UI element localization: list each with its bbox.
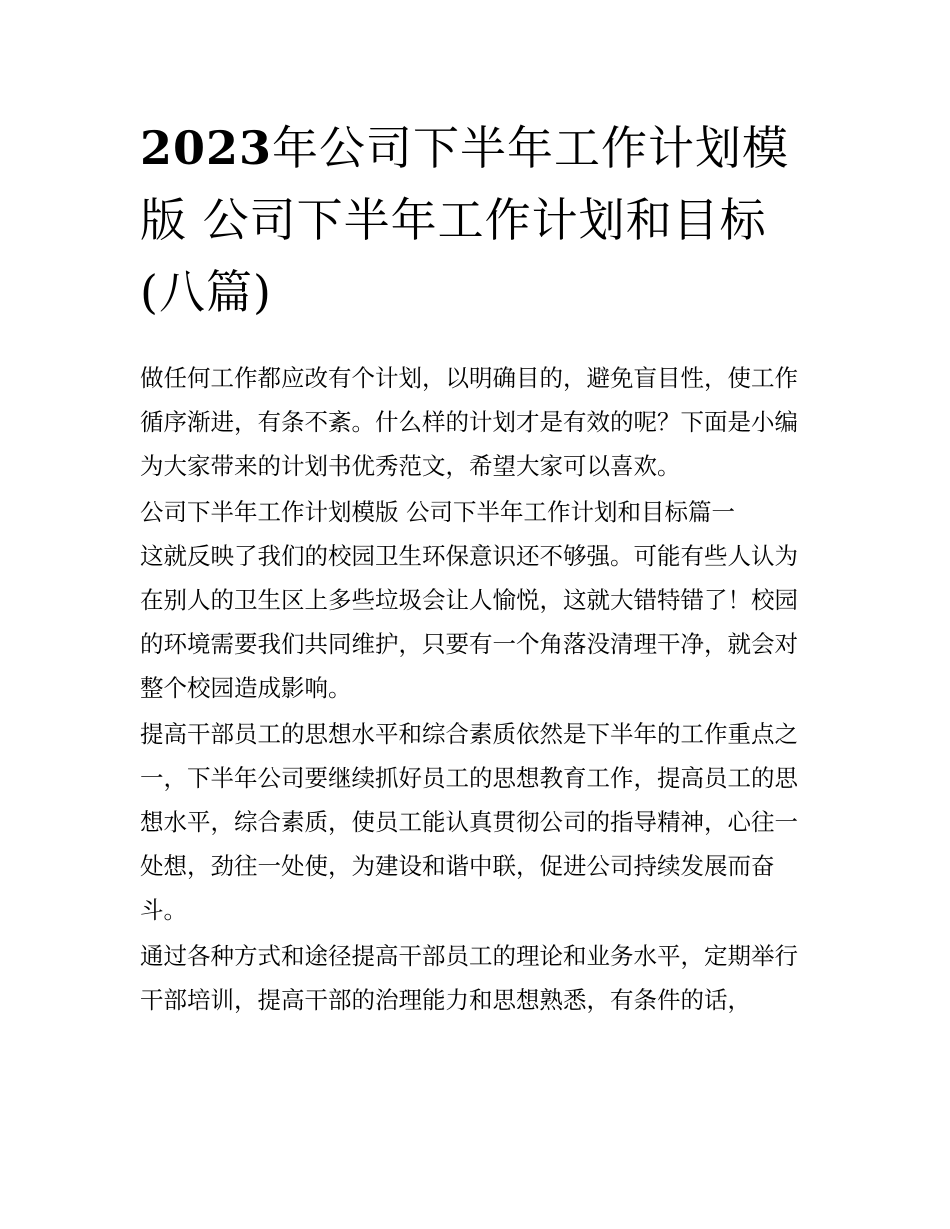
document-title — [140, 112, 820, 328]
title-text: 年公司下半年工作计划模版 公司下半年工作计划和目标(八篇) — [140, 121, 790, 319]
body-paragraph: 这就反映了我们的校园卫生环保意识还不够强。可能有些人认为在别人的卫生区上多些垃圾会让人愉悦，这就大错特错了！校园的环境需要我们共同维护，只要有一个角落没清理干净，就会对整个校园造成影响。 — [140, 542, 798, 702]
document-body — [140, 356, 820, 1022]
body-paragraph: 提高干部员工的思想水平和综合素质依然是下半年的工作重点之一，下半年公司要继续抓好员工的思想教育工作，提高员工的思想水平，综合素质，使员工能认真贯彻公司的指导精神，心往一处想，劲往一处使，为建设和谐中联，促进公司持续发展而奋斗。 — [140, 720, 798, 924]
section-heading: 公司下半年工作计划模版 公司下半年工作计划和目标篇一 — [140, 498, 735, 526]
intro-paragraph: 做任何工作都应改有个计划，以明确目的，避免盲目性，使工作循序渐进，有条不紊。什么样的计划才是有效的呢？下面是小编为大家带来的计划书优秀范文，希望大家可以喜欢。 — [140, 364, 798, 480]
body-paragraph: 通过各种方式和途径提高干部员工的理论和业务水平，定期举行干部培训，提高干部的治理能力和思想熟悉，有条件的话， — [140, 942, 798, 1014]
title-year: 2023 — [140, 121, 273, 175]
